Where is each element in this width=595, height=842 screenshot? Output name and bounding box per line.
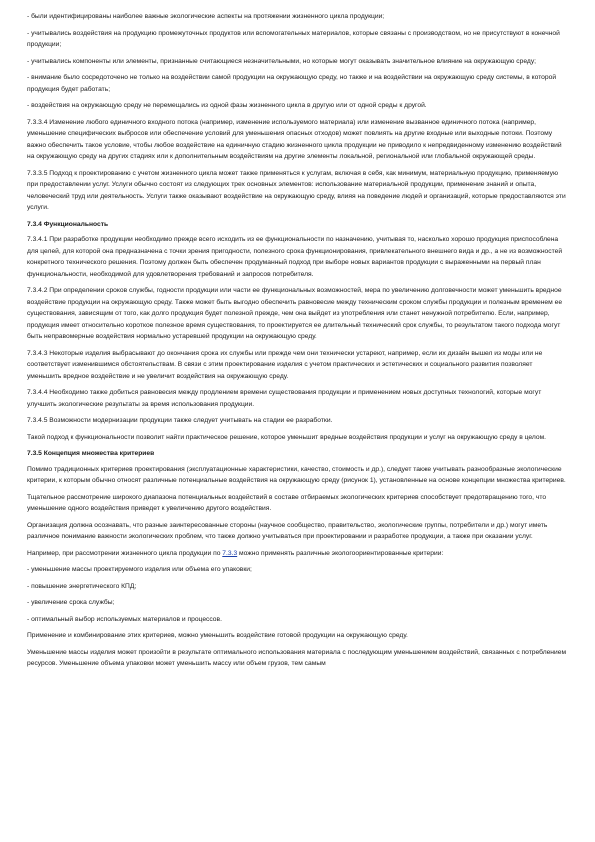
clause-paragraph: 7.3.4.5 Возможности модернизации продукции также следует учитывать на стадии ее разработки.: [27, 417, 333, 424]
body-paragraph: Тщательное рассмотрение широкого диапазона потенциальных воздействий в составе отбираемых экологических критериев способствует предотвращению того, что уменьшение одного воздействия приведет к увеличению другого воздействия.: [27, 493, 547, 512]
clause-paragraph: 7.3.3.4 Изменение любого единичного входного потока (например, изменение используемого материала) или изменение вызванное единичного потока (например, уменьшение специфических выбросов или обеспечение условий для уменьшения опасных отходов) может повлиять на другие входные или выходные потоки. Поэтому важно обеспечить такое условие, чтобы любое воздействие на единичную стадию жизненного цикла продукции не приводило к непредвиденному изменению воздействий на окружающую среду на других стадиях или к дополнительным воздействиям на другие элементы локальной, региональной или глобальной окружающей среды.: [27, 118, 562, 160]
clause-paragraph: 7.3.4.3 Некоторые изделия выбрасывают до окончания срока их службы или прежде чем они технически устареют, например, если их дизайн вышел из моды или не соответствует изменившимся обстоятельствам. В связи с этим проектирование изделия с учетом практических и эстетических и социального развития позволяет уменьшить вредное воздействие и не увеличит воздействия на окружающую среду.: [27, 349, 543, 380]
link-paragraph: [27, 548, 568, 560]
criteria-bullet: - уменьшение массы проектируемого изделия или объема его упаковки;: [27, 566, 252, 573]
criteria-bullet: - повышение энергетического КПД;: [27, 582, 137, 590]
clause-paragraph: 7.3.3.5 Подход к проектированию с учетом жизненного цикла может также применяться к услугам, включая в себя, как минимум, материальную продукцию, применяемую при предоставлении услуг. Услуги обычно состоят из следующих трех основных элементов: использование материальной продукции, применение знаний и опыта, человеческий труд или деятельность. Услуги также оказывают воздействие на окружающую среду, влияя на поведение людей и организаций, которые предоставляются эти услуги.: [27, 169, 566, 211]
section-heading: 7.3.4 Функциональность: [27, 220, 109, 228]
section-heading: 7.3.5 Концепция множества критериев: [27, 450, 155, 457]
body-paragraph: Уменьшение массы изделия может произойти в результате оптимального использования материала с последующим уменьшением воздействий, связанных с потреблением ресурсов. Уменьшение объема упаковки может уменьшить массу или объем грузов, тем самым: [27, 648, 567, 667]
bullet-paragraph: - воздействия на окружающую среду не перемещались из одной фазы жизненного цикла в другую или от одной среды к другой.: [27, 102, 427, 109]
clause-link[interactable]: 7.3.3: [222, 549, 238, 557]
body-paragraph: Помимо традиционных критериев проектирования (эксплуатационные характеристики, качество, стоимость и др.), следует также учитывать разнообразные экологические критерии, к которым обычно относят различные потенциальные воздействия на окружающую среду (рисунок 1), установленные на основе концепции множества критериев.: [27, 465, 566, 484]
bullet-paragraph: - внимание было сосредоточено не только на воздействии самой продукции на окружающую среду, но также и на воздействии на окружающую среду системы, в которой продукция будет работать;: [27, 74, 557, 93]
link-paragraph-after: можно применять различные экологоориентированные критерии:: [237, 549, 444, 557]
clause-paragraph: 7.3.4.1 При разработке продукции необходимо прежде всего исходить из ее функциональности по назначению, учитывая то, насколько хорошо продукция приспособлена для целей, для которой она предназначена с точки зрения пригодности, полезного срока функционирования, привлекательного внешнего вида и др., а не из возможностей конкретного технического решения. Поэтому должен быть обеспечен продуманный подход при выборе новых вариантов продукции с выраженными на первый план функциональности, необходимой для удовлетворения требований и запросов потребителя.: [27, 236, 563, 278]
body-paragraph: Организация должна осознавать, что разные заинтересованные стороны (научное сообщество, правительство, экологические группы, потребители и др.) могут иметь различное понимание важности экологических проблем, что также должно учитываться при проектировании и разработке продукции, а также при оказании услуг.: [27, 521, 548, 540]
link-paragraph-before: Например, при рассмотрении жизненного цикла продукции по: [27, 549, 223, 557]
criteria-bullet: - увеличение срока службы;: [27, 599, 115, 606]
clause-paragraph: 7.3.4.4 Необходимо также добиться равновесия между продлением времени существования продукции и применением новых доступных технологий, которые могут улучшить экологические результаты за время использования продукции.: [27, 389, 542, 408]
bullet-paragraph: - учитывались воздействия на продукцию промежуточных продуктов или вспомогательных материалов, которые связаны с производством, но не присутствуют в конечной продукции;: [27, 29, 560, 48]
bullet-paragraph: - были идентифицированы наиболее важные экологические аспекты на протяжении жизненного цикла продукции;: [27, 13, 385, 20]
body-paragraph: Применение и комбинирование этих критериев, можно уменьшить воздействие готовой продукции на окружающую среду.: [27, 632, 408, 639]
body-paragraph: Такой подход к функциональности позволит найти практическое решение, которое уменьшит вредные воздействия продукции и услуг на окружающую среду в целом.: [27, 433, 547, 441]
bullet-paragraph: - учитывались компоненты или элементы, признанные считающиеся незначительными, но которые могут оказывать значительное влияние на окружающую среду;: [27, 57, 537, 65]
criteria-bullet: - оптимальный выбор используемых материалов и процессов.: [27, 615, 222, 623]
clause-paragraph: 7.3.4.2 При определении сроков службы, годности продукции или части ее функциональных возможностей, мера по увеличению долговечности может уменьшить вредное воздействие продукции на окружающую среду. Также может быть выгодно обеспечить равновесие между техническим сроком службы продукции и полезным временем ее существования, зависящим от того, как долго продукция будет полезной прежде, чем она выйдет из употребления или станет ненужной потребителю. Если, например, продукция имеет относительно короткое полезное время существования, то проектируется ее длительный технический срок службы, то результатом такого подхода могут быть неправомерные воздействия нормально устаревшей продукции на окружающую среду.: [27, 287, 563, 340]
